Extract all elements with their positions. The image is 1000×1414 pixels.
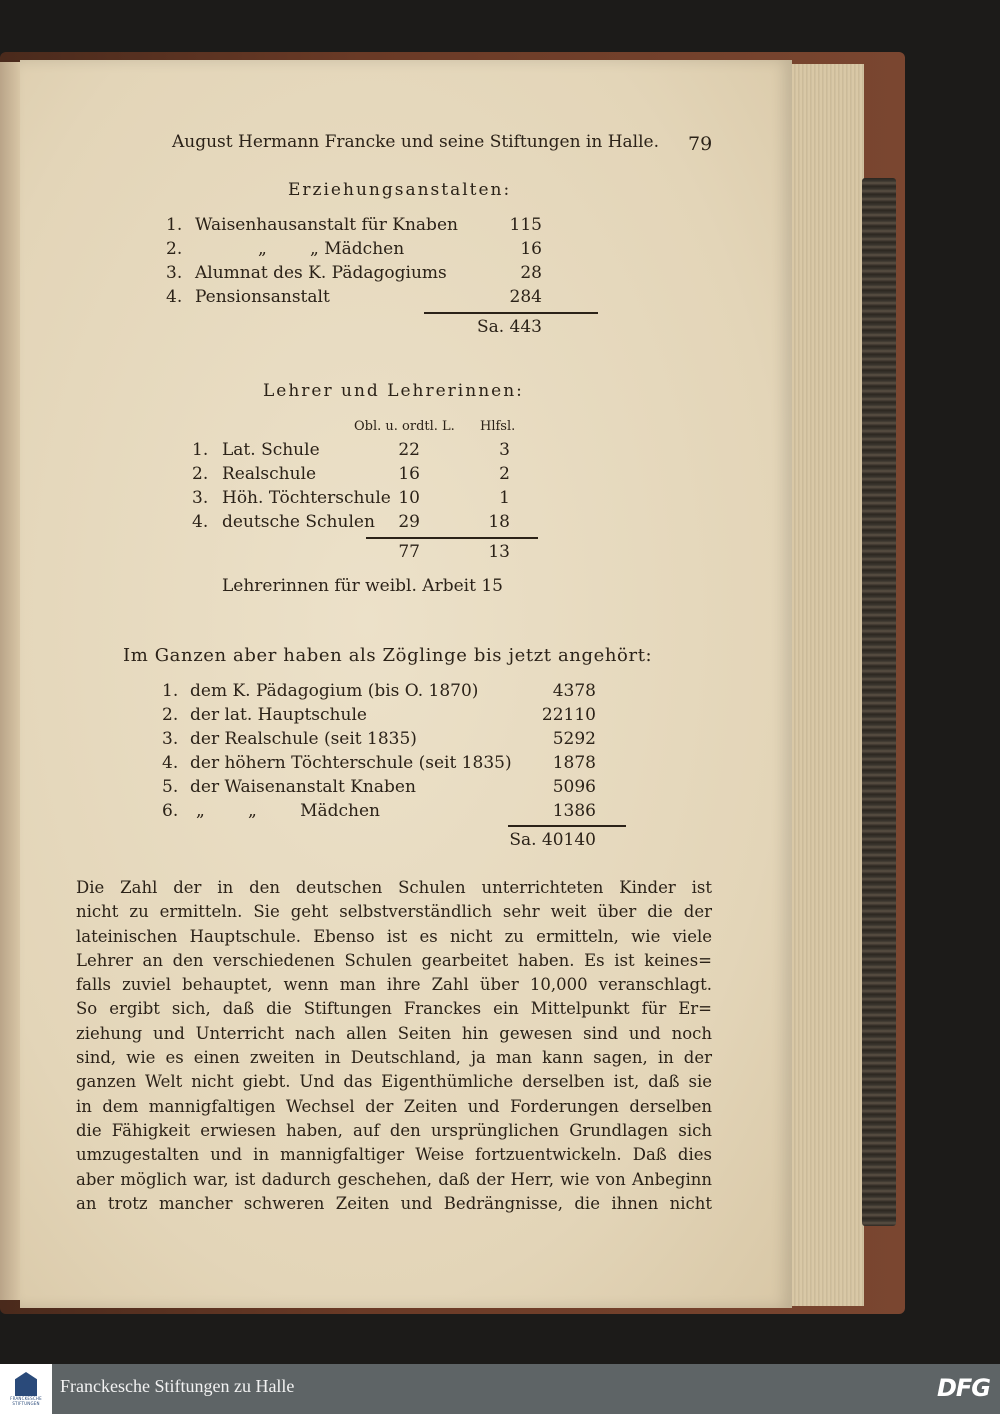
list-item-number: 5.: [162, 777, 179, 797]
total-hilfslehrer: 13: [488, 542, 510, 562]
list-item-number: 1.: [166, 215, 183, 235]
value-hilfslehrer: 1: [499, 488, 510, 508]
list-item-value: 1878: [552, 753, 596, 773]
list-item-number: 6.: [162, 801, 179, 821]
facing-page-edge: [0, 62, 20, 1300]
list-item-value: 16: [520, 239, 542, 259]
list-item-label: „ „ Mädchen: [258, 239, 405, 259]
list-item-number: 2.: [192, 464, 209, 484]
list-item-label: dem K. Pädagogium (bis O. 1870): [190, 681, 479, 701]
paragraph-line: ziehung und Unterricht nach allen Seiten hin gewesen sind und noch: [76, 1023, 712, 1043]
paragraph-line: umzugestalten und in mannigfaltiger Weise fortzuentwickeln. Daß dies: [76, 1145, 712, 1165]
building-logo-icon: [15, 1372, 37, 1396]
list-item-label: der Waisenanstalt Knaben: [190, 777, 416, 797]
column-header-ordentliche: Obl. u. ordtl. L.: [354, 419, 455, 434]
paragraph-line: in dem mannigfaltigen Wechsel der Zeiten und Forderungen derselben: [76, 1096, 712, 1116]
list-item-number: 4.: [162, 753, 179, 773]
list-item-number: 2.: [162, 705, 179, 725]
list-item-number: 4.: [192, 512, 209, 532]
value-ordentliche: 10: [398, 488, 420, 508]
body-paragraph: [76, 876, 712, 1216]
value-hilfslehrer: 2: [499, 464, 510, 484]
logo-text-line: FRANCKESCHE: [10, 1396, 42, 1401]
list-item-value: 284: [509, 287, 542, 307]
paragraph-line: Lehrer an den verschiedenen Schulen gearbeitet haben. Es ist keines=: [76, 950, 712, 970]
paragraph-line: nicht zu ermitteln. Sie geht selbstverständlich sehr weit über die der: [76, 902, 712, 922]
page-block-edges: [792, 64, 864, 1306]
total-ordentliche: 77: [398, 542, 420, 562]
list-item-number: 1.: [162, 681, 179, 701]
list-item-label: „ „ Mädchen: [196, 801, 380, 821]
list-item-value: 1386: [552, 801, 596, 821]
list-item-label: der lat. Hauptschule: [190, 705, 367, 725]
section-heading-erziehungsanstalten: Erziehungsanstalten:: [288, 180, 512, 200]
book-spine-edge: [862, 178, 896, 1226]
paragraph-line: aber möglich war, ist dadurch geschehen, daß der Herr, wie von Anbeginn: [76, 1169, 712, 1189]
sum-total: Sa. 443: [476, 317, 542, 337]
list-item-label: Lat. Schule: [222, 440, 320, 460]
paragraph-line: ganzen Welt nicht giebt. Und das Eigenthümliche derselben ist, daß sie: [76, 1072, 712, 1092]
paragraph-line: Die Zahl der in den deutschen Schulen unterrichteten Kinder ist: [76, 878, 712, 897]
sum-rule: [366, 537, 538, 539]
list-item-label: der Realschule (seit 1835): [190, 729, 417, 749]
list-item-number: 3.: [162, 729, 179, 749]
lehrerinnen-note: Lehrerinnen für weibl. Arbeit 15: [222, 576, 503, 596]
dfg-logo[interactable]: DFG: [936, 1374, 990, 1402]
logo-text-line: STIFTUNGEN: [12, 1401, 40, 1406]
list-item-label: Alumnat des K. Pädagogiums: [195, 263, 447, 283]
value-ordentliche: 22: [398, 440, 420, 460]
list-item-label: deutsche Schulen: [222, 512, 375, 532]
list-item-label: Höh. Töchterschule: [222, 488, 391, 508]
value-ordentliche: 29: [398, 512, 420, 532]
running-title: August Hermann Francke und seine Stiftungen in Halle.: [172, 132, 660, 152]
list-item-value: 4378: [552, 681, 596, 701]
sum-total: Sa. 40140: [509, 830, 596, 850]
value-ordentliche: 16: [398, 464, 420, 484]
list-item-label: der höhern Töchterschule (seit 1835): [190, 753, 512, 773]
paragraph-line: falls zuviel behauptet, wenn man ihre Zahl über 10,000 veranschlagt.: [76, 975, 712, 995]
list-item-value: 115: [509, 215, 542, 235]
institution-logo[interactable]: [0, 1364, 52, 1414]
paragraph-line: So ergibt sich, daß die Stiftungen Franckes ein Mittelpunkt für Er=: [76, 999, 712, 1019]
value-hilfslehrer: 3: [499, 440, 510, 460]
list-item-number: 1.: [192, 440, 209, 460]
list-item-number: 4.: [166, 287, 183, 307]
list-item-label: Waisenhausanstalt für Knaben: [195, 215, 458, 235]
list-item-number: 3.: [192, 488, 209, 508]
list-item-value: 28: [520, 263, 542, 283]
column-header-hilfslehrer: Hlfsl.: [480, 419, 516, 434]
institution-name: Franckesche Stiftungen zu Halle: [60, 1376, 295, 1396]
list-item-label: Pensionsanstalt: [195, 287, 330, 307]
paragraph-line: die Fähigkeit erwiesen haben, auf den ursprünglichen Grundlagen sich: [76, 1120, 712, 1140]
list-item-number: 3.: [166, 263, 183, 283]
section-heading-zoeglinge: Im Ganzen aber haben als Zöglinge bis jetzt angehört:: [123, 645, 653, 666]
sum-rule: [508, 825, 626, 827]
list-item-label: Realschule: [222, 464, 317, 484]
list-item-number: 2.: [166, 239, 183, 259]
list-item-value: 5096: [552, 777, 596, 797]
paragraph-line: lateinischen Hauptschule. Ebenso ist es nicht zu ermitteln, wie viele: [76, 926, 712, 946]
section-heading-lehrer: Lehrer und Lehrerinnen:: [263, 381, 524, 401]
value-hilfslehrer: 18: [488, 512, 510, 532]
sum-rule: [424, 312, 598, 314]
paragraph-line: an trotz mancher schweren Zeiten und Bedrängnisse, die ihnen nicht: [76, 1193, 712, 1213]
paragraph-line: sind, wie es einen zweiten in Deutschland, ja man kann sagen, in der: [76, 1048, 712, 1068]
page-number: 79: [688, 133, 713, 155]
list-item-value: 22110: [541, 705, 596, 725]
list-item-value: 5292: [552, 729, 596, 749]
